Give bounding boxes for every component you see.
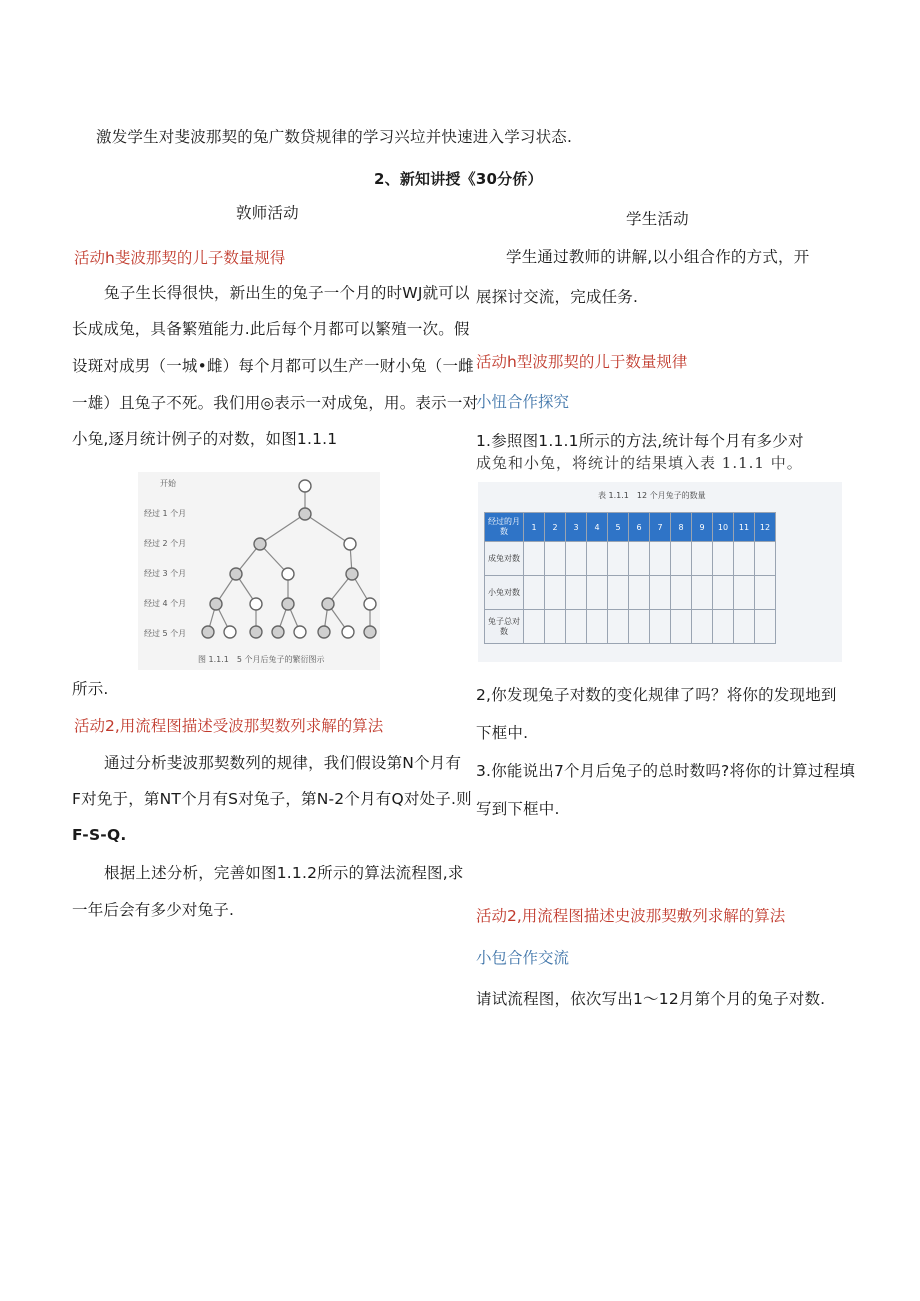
right-activity2-title: 活动2,用流程图描述史波那契敷列求解的算法	[476, 907, 786, 925]
answer-cell[interactable]	[629, 610, 650, 644]
row-label: 兔子总对数	[485, 610, 524, 644]
table-header-row	[485, 513, 776, 542]
answer-cell[interactable]	[524, 542, 545, 576]
answer-cell[interactable]	[566, 542, 587, 576]
answer-cell[interactable]	[713, 576, 734, 610]
answer-cell[interactable]	[671, 542, 692, 576]
answer-cell[interactable]	[566, 610, 587, 644]
month-cell: 11	[734, 513, 755, 542]
answer-cell[interactable]	[608, 542, 629, 576]
rabbit-tree-figure	[138, 472, 380, 670]
answer-cell[interactable]	[755, 610, 776, 644]
rabbit-tree-diagram	[138, 472, 380, 670]
answer-cell[interactable]	[755, 576, 776, 610]
tree-row-label: 经过 2 个月	[144, 539, 187, 548]
group-explore-label: 小忸合作探究	[476, 393, 570, 411]
table-caption: 表 1.1.1 12 个月兔子的数量	[598, 491, 706, 500]
answer-cell[interactable]	[734, 542, 755, 576]
rabbit-count-table	[484, 512, 776, 644]
rabbit-count-table-figure	[478, 482, 842, 662]
section-title: 2、新知讲授《30分侨）	[374, 170, 543, 188]
left-activity2-title: 活动2,用流程图描述受波那契数列求解的算法	[74, 717, 384, 735]
answer-cell[interactable]	[650, 610, 671, 644]
left-p2-line: F-S-Q.	[72, 826, 127, 844]
answer-cell[interactable]	[713, 610, 734, 644]
right-q1-partial: 1.参照图1.1.1所示的方法,统计每个月有多少对	[476, 432, 804, 450]
left-p3-line: 根据上述分析，完善如图1.1.2所示的算法流程图,求	[104, 864, 464, 882]
month-cell: 8	[671, 513, 692, 542]
answer-cell[interactable]	[587, 610, 608, 644]
left-p1-line: 一雄）且兔子不死。我们用◎表示一对成兔，用。表示一对	[72, 394, 479, 412]
left-p1-line: 长成成兔，具备繁殖能力.此后每个月都可以繁殖一次。假	[72, 320, 470, 338]
answer-cell[interactable]	[587, 576, 608, 610]
answer-cell[interactable]	[692, 576, 713, 610]
month-cell: 6	[629, 513, 650, 542]
month-cell: 4	[587, 513, 608, 542]
table-row	[485, 610, 776, 644]
tree-row-label: 经过 1 个月	[144, 509, 187, 518]
tree-row-label: 开始	[160, 479, 176, 488]
answer-cell[interactable]	[692, 542, 713, 576]
right-q2-line: 2,你发现兔子对数的变化规律了吗？将你的发现地到	[476, 686, 837, 704]
tree-row-label: 经过 5 个月	[144, 629, 187, 638]
answer-cell[interactable]	[566, 576, 587, 610]
answer-cell[interactable]	[671, 576, 692, 610]
month-cell: 7	[650, 513, 671, 542]
month-cell: 12	[755, 513, 776, 542]
table-header-label: 经过的月数	[485, 513, 524, 542]
answer-cell[interactable]	[629, 542, 650, 576]
answer-cell[interactable]	[734, 610, 755, 644]
right-q2-line: 下框中.	[476, 724, 529, 742]
left-p3-line: 一年后会有多少对兔子.	[72, 901, 235, 919]
right-last-partial: 请试流程图，依次写出1〜12月第个月的兔子对数.	[476, 990, 826, 1008]
answer-cell[interactable]	[608, 610, 629, 644]
month-cell: 5	[608, 513, 629, 542]
month-cell: 3	[566, 513, 587, 542]
answer-cell[interactable]	[650, 542, 671, 576]
answer-cell[interactable]	[629, 576, 650, 610]
answer-cell[interactable]	[734, 576, 755, 610]
student-column-heading: 学生活动	[626, 210, 689, 228]
month-cell: 1	[524, 513, 545, 542]
teacher-column-heading: 敦师活动	[236, 204, 299, 222]
left-p1-line: 设斑对成男（一城•雌）每个月都可以生产一财小兔（一雌	[72, 357, 474, 375]
left-activity1-title: 活动h斐波那契的儿子数量规得	[74, 249, 286, 267]
table-row	[485, 542, 776, 576]
left-p1-line: 小兔,逐月统计例子的对数，如图1.1.1	[72, 430, 338, 448]
answer-cell[interactable]	[713, 542, 734, 576]
group-exchange-label: 小包合作交流	[476, 949, 570, 967]
left-p2-line: 通过分析斐波那契数列的规律，我们假设第N个月有	[104, 754, 462, 772]
answer-cell[interactable]	[524, 576, 545, 610]
right-p1-line: 学生通过教师的讲解,以小组合作的方式，开	[506, 248, 810, 266]
row-label: 小兔对数	[485, 576, 524, 610]
answer-cell[interactable]	[671, 610, 692, 644]
tree-caption: 图 1.1.1 5 个月后兔子的繁衍图示	[198, 655, 325, 664]
left-p2-line: F对免于，第NT个月有S对兔子，第N-2个月有Q对处子.则	[72, 790, 472, 808]
left-p1-line: 兔子生长得很快，新出生的兔子一个月的时WJ就可以	[104, 284, 470, 302]
answer-cell[interactable]	[545, 576, 566, 610]
month-cell: 10	[713, 513, 734, 542]
row-label: 成兔对数	[485, 542, 524, 576]
month-cell: 9	[692, 513, 713, 542]
answer-cell[interactable]	[545, 542, 566, 576]
right-activity1-title: 活动h型波那契的儿于数量规律	[476, 353, 688, 371]
tree-row-label: 经过 4 个月	[144, 599, 187, 608]
right-q1-cont: 成兔和小兔，将统计的结果填入表 1.1.1 中。	[476, 454, 803, 472]
intro-text: 激发学生对斐波那契的兔广数贷规律的学习兴垃并快速进入学习状态.	[96, 128, 573, 146]
answer-cell[interactable]	[755, 542, 776, 576]
right-q3-line: 3.你能说出7个月后兔子的总时数吗?将你的计算过程填	[476, 762, 856, 780]
right-p1-line: 展探讨交流，完成任务.	[476, 288, 639, 306]
right-q3-line: 写到下框中.	[476, 800, 560, 818]
answer-cell[interactable]	[692, 610, 713, 644]
answer-cell[interactable]	[587, 542, 608, 576]
month-cell: 2	[545, 513, 566, 542]
answer-cell[interactable]	[650, 576, 671, 610]
answer-cell[interactable]	[608, 576, 629, 610]
answer-cell[interactable]	[524, 610, 545, 644]
tree-row-label: 经过 3 个月	[144, 569, 187, 578]
left-p1-end: 所示.	[72, 680, 109, 698]
table-row	[485, 576, 776, 610]
answer-cell[interactable]	[545, 610, 566, 644]
